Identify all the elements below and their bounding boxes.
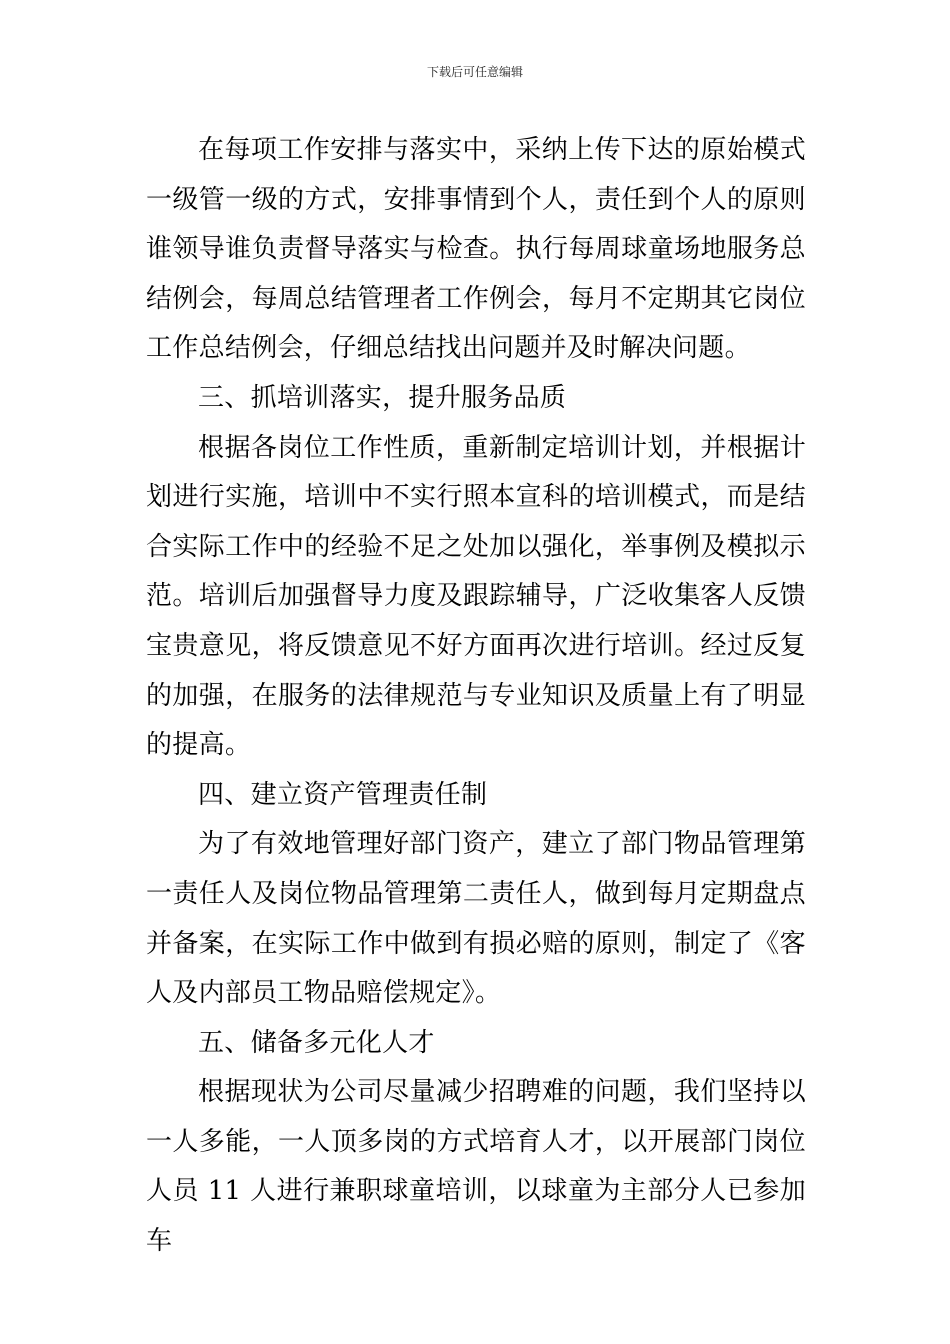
- document-body: [146, 126, 806, 1267]
- paragraph-training: 根据各岗位工作性质，重新制定培训计划，并根据计划进行实施，培训中不实行照本宣科的培训模式，而是结合实际工作中的经验不足之处加以强化，举事例及模拟示范。培训后加强督导力度及跟踪辅导，广泛收集客人反馈宝贵意见，将反馈意见不好方面再次进行培训。经过反复的加强，在服务的法律规范与专业知识及质量上有了明显的提高。: [146, 432, 806, 761]
- section-heading-training: 三、抓培训落实，提升服务品质: [198, 382, 567, 413]
- paragraph-talent-reserve: 根据现状为公司尽量减少招聘难的问题，我们坚持以一人多能，一人顶多岗的方式培育人才，以开展部门岗位人员 11 人进行兼职球童培训，以球童为主部分人已参加车: [146, 1077, 806, 1257]
- section-heading-asset-management: 四、建立资产管理责任制: [198, 779, 488, 810]
- paragraph-asset-management: 为了有效地管理好部门资产，建立了部门物品管理第一责任人及岗位物品管理第二责任人，做到每月定期盘点并备案，在实际工作中做到有损必赔的原则，制定了《客人及内部员工物品赔偿规定》。: [146, 829, 806, 1009]
- paragraph-work-arrangement: 在每项工作安排与落实中，采纳上传下达的原始模式一级管一级的方式，安排事情到个人，责任到个人的原则谁领导谁负责督导落实与检查。执行每周球童场地服务总结例会，每周总结管理者工作例会，每月不定期其它岗位工作总结例会，仔细总结找出问题并及时解决问题。: [146, 135, 806, 364]
- section-heading-talent-reserve: 五、储备多元化人才: [198, 1027, 435, 1058]
- page-header: 下载后可任意编辑: [426, 65, 523, 79]
